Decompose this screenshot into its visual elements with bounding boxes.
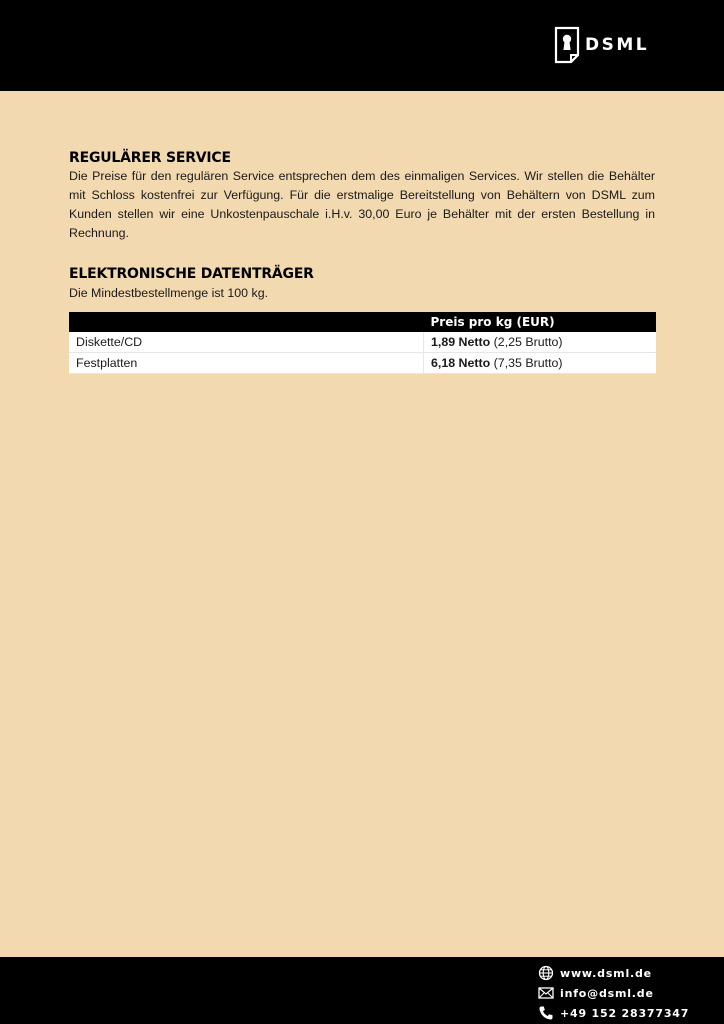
main-content — [69, 150, 655, 374]
table-header-price: Preis pro kg (EUR) — [424, 312, 657, 332]
regular-service-section — [69, 150, 655, 243]
electronic-media-title: ELEKTRONISCHE DATENTRÄGER — [69, 266, 314, 282]
phone-number[interactable]: +49 152 28377347 — [560, 1006, 690, 1020]
keyhole-document-icon — [554, 26, 580, 64]
contact-block — [538, 963, 689, 1023]
globe-icon — [538, 965, 554, 981]
net-price: 1,89 Netto — [431, 335, 491, 349]
page-header — [0, 0, 724, 91]
website-row[interactable] — [538, 963, 689, 983]
table-cell-price — [424, 353, 657, 374]
brand-name: DSML — [585, 35, 650, 55]
email-link[interactable]: info@dsml.de — [560, 986, 654, 1000]
table-header-row — [69, 312, 656, 332]
email-row[interactable] — [538, 983, 689, 1003]
regular-service-title: REGULÄRER SERVICE — [69, 150, 231, 166]
website-link[interactable]: www.dsml.de — [560, 966, 652, 980]
price-table — [69, 312, 656, 374]
table-cell-price — [424, 332, 657, 353]
net-price: 6,18 Netto — [431, 356, 491, 370]
min-order-text: Die Mindestbestellmenge ist 100 kg. — [69, 286, 269, 300]
electronic-media-section — [69, 266, 655, 374]
dsml-logo — [554, 26, 649, 64]
regular-service-body: Die Preise für den regulären Service entsprechen dem des einmaligen Services. Wir stellen die Behälter mit Schloss kostenfrei zur Verfügung. Für die erstmalige Bereitstellung von Behältern von DSML zum Kunden stellen wir eine Unkostenpauschale i.H.v. 30,00 Euro je Behälter mit der ersten Bestellung in Rechnung. — [69, 169, 655, 240]
table-cell-item: Festplatten — [69, 353, 424, 374]
table-row — [69, 332, 656, 353]
phone-row[interactable] — [538, 1003, 689, 1023]
table-cell-item: Diskette/CD — [69, 332, 424, 353]
envelope-icon — [538, 985, 554, 1001]
gross-price: (2,25 Brutto) — [493, 335, 563, 349]
table-header-item — [69, 312, 424, 332]
phone-icon — [538, 1005, 554, 1021]
gross-price: (7,35 Brutto) — [493, 356, 563, 370]
table-row — [69, 353, 656, 374]
